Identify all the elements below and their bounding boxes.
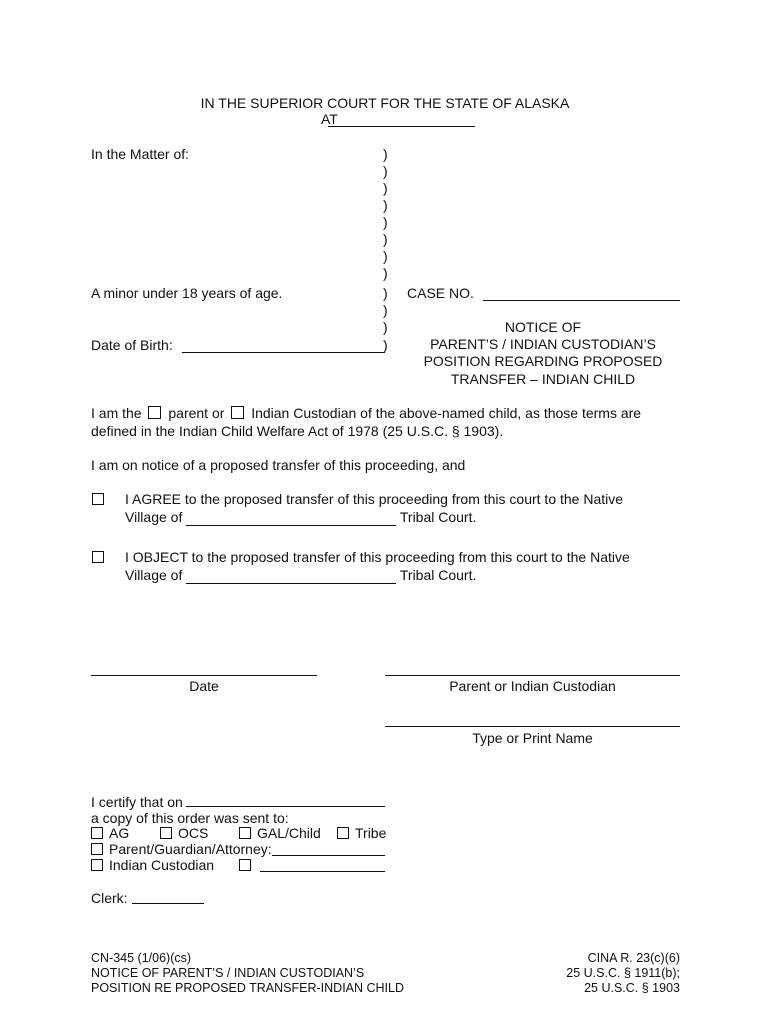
gal-label: GAL/Child [257, 825, 321, 841]
print-name-label: Type or Print Name [472, 730, 593, 746]
matter-label: In the Matter of: [91, 146, 190, 162]
notice-title-line-3: POSITION REGARDING PROPOSED [423, 353, 663, 369]
dob-field[interactable] [182, 352, 385, 353]
object-village-row [125, 567, 476, 584]
caption-paren: ) [383, 248, 388, 264]
agree-tribal-label: Tribal Court. [399, 509, 477, 525]
caption-paren: ) [383, 163, 388, 179]
custodian-checkbox[interactable] [231, 406, 244, 419]
date-label: Date [189, 678, 219, 694]
at-location-field[interactable] [328, 126, 475, 127]
iam-prefix: I am the [91, 405, 142, 421]
footer-rule: CINA R. 23(c)(6) [587, 951, 680, 965]
pga-field[interactable] [272, 855, 385, 856]
footer-form-number: CN-345 (1/06)(cs) [91, 951, 192, 965]
caption-paren: ) [383, 180, 388, 196]
caption-paren: ) [383, 146, 388, 162]
object-text: I OBJECT to the proposed transfer of this proceeding from this court to the Native [125, 549, 630, 565]
agree-village-row [125, 509, 476, 526]
caption-paren: ) [383, 285, 388, 301]
certify-label: I certify that on [91, 794, 183, 810]
copy-label: a copy of this order was sent to: [91, 810, 289, 826]
notice-title-line-1: NOTICE OF [504, 319, 582, 335]
agree-village-label: Village of [125, 509, 183, 525]
ag-checkbox[interactable] [91, 827, 103, 839]
caption-paren: ) [383, 319, 388, 335]
agree-checkbox[interactable] [92, 493, 104, 505]
other-checkbox[interactable] [239, 859, 251, 871]
parent-label: Parent or Indian Custodian [449, 678, 616, 694]
caption-paren: ) [383, 302, 388, 318]
gal-checkbox[interactable] [239, 827, 251, 839]
notice-statement: I am on notice of a proposed transfer of this proceeding, and [91, 457, 466, 473]
caption-paren: ) [383, 214, 388, 230]
ocs-label: OCS [178, 825, 209, 841]
caption-paren: ) [383, 337, 388, 353]
caption-paren: ) [383, 231, 388, 247]
dob-label: Date of Birth: [91, 337, 173, 353]
caption-paren: ) [383, 197, 388, 213]
minor-label: A minor under 18 years of age. [91, 285, 283, 301]
pga-label: Parent/Guardian/Attorney: [109, 841, 272, 857]
footer-statute-1: 25 U.S.C. § 1911(b); [566, 966, 680, 980]
clerk-label: Clerk: [91, 890, 128, 906]
notice-title-line-4: TRANSFER – INDIAN CHILD [450, 371, 636, 387]
object-village-field[interactable] [186, 567, 396, 584]
notice-title-line-2: PARENT’S / INDIAN CUSTODIAN’S [430, 336, 656, 352]
certify-date-field[interactable] [186, 806, 385, 807]
caption-paren: ) [383, 265, 388, 281]
case-no-field[interactable] [483, 300, 680, 301]
agree-text: I AGREE to the proposed transfer of this proceeding from this court to the Native [125, 491, 624, 507]
iam-custodian-label: Indian Custodian of the above-named child, as those terms are [251, 405, 642, 421]
date-signature-line[interactable] [91, 675, 317, 676]
object-village-label: Village of [125, 567, 183, 583]
print-name-line[interactable] [385, 726, 680, 727]
iam-line-1 [91, 405, 641, 421]
agree-village-field[interactable] [186, 509, 396, 526]
tribe-checkbox[interactable] [337, 827, 349, 839]
iam-parent-label: parent or [168, 405, 225, 421]
footer-form-title-1: NOTICE OF PARENT’S / INDIAN CUSTODIAN’S [91, 966, 365, 980]
clerk-field[interactable] [132, 903, 204, 904]
footer-statute-2: 25 U.S.C. § 1903 [584, 981, 680, 995]
custodian-copy-checkbox[interactable] [91, 859, 103, 871]
other-field[interactable] [260, 871, 385, 872]
ag-label: AG [109, 825, 130, 841]
pga-checkbox[interactable] [91, 843, 103, 855]
iam-line-2: defined in the Indian Child Welfare Act of 1978 (25 U.S.C. § 1903). [91, 423, 504, 439]
object-tribal-label: Tribal Court. [399, 567, 477, 583]
custodian-copy-label: Indian Custodian [109, 857, 215, 873]
footer-form-title-2: POSITION RE PROPOSED TRANSFER-INDIAN CHILD [91, 981, 405, 995]
parent-checkbox[interactable] [148, 406, 161, 419]
parent-signature-line[interactable] [385, 675, 680, 676]
at-label: AT [321, 111, 338, 127]
object-checkbox[interactable] [92, 551, 104, 563]
ocs-checkbox[interactable] [160, 827, 172, 839]
tribe-label: Tribe [355, 825, 387, 841]
court-title: IN THE SUPERIOR COURT FOR THE STATE OF ALASKA [200, 95, 570, 111]
case-no-label: CASE NO. [407, 285, 474, 301]
